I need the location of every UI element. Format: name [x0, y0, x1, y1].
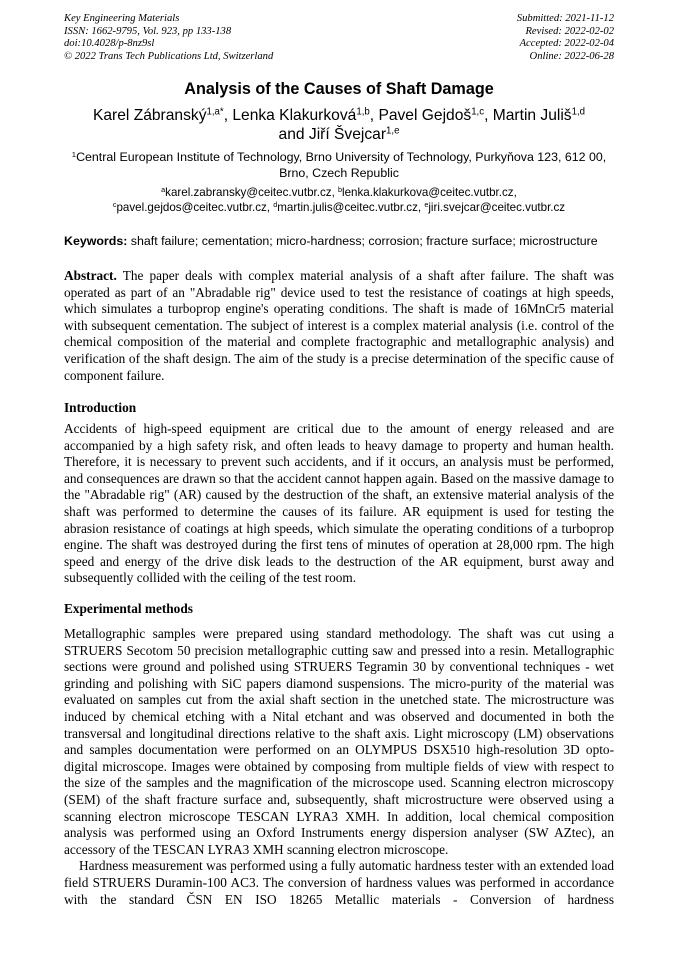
- author: and Jiří Švejcar$^{1,e}$: [278, 125, 400, 143]
- section-heading-experimental-methods: Experimental methods: [64, 601, 193, 616]
- author: Martin Juliš$^{1,d}$: [492, 106, 586, 124]
- introduction-text: Accidents of high-speed equipment are critical due to the amount of energy released and are accompanied by a high safety risk, and often leads to heavy damage to property and human health. Therefore, it is necessary to prevent such accidents, and if it occurs, an analysis must be performed, and consequences are drawn so that the accident cannot happen again. Based on the massive damage to the "Abradable rig" (AR) caused by the destruction of the shaft, an extensive material analysis of the shaft was performed to determine the causes of its failure. AR equipment is used for testing the abrasion resistance of coatings at high speeds, which simulate the operating conditions of a turboprop engine. The shaft was destroyed during the first tens of minutes of operation at 28,000 rpm. The high speed and energy of the drive disk leads to the destruction of the AR equipment, burst away and subsequently collided with the ceiling of the test room.: [64, 421, 614, 586]
- submitted-date: Submitted: 2021-11-12: [516, 13, 614, 24]
- doi[interactable]: doi:10.4028/p-8nz9sl: [64, 38, 155, 50]
- online-date: Online: 2022-06-28: [529, 50, 614, 62]
- abstract: Abstract. The paper deals with complex material analysis of a shaft after failure. The shaft was operated as part of an "Abradable rig" device used to test the resistance of coatings at high speeds, which simulates a turboprop engine's operating conditions. The shaft is made of 16MnCr5 material with subsequent cementation. The subject of interest is a complex material analysis (i.e. control of the chemical composition of the material and complete fractographic and metallographic analysis) and verification of the shaft design. The aim of the study is a precise determination of the specific cause of component failure.: [64, 268, 614, 383]
- keywords: Keywords: shaft failure; cementation; micro-hardness; corrosion; fracture surface; microstructure: [64, 234, 598, 248]
- author-list: [40, 107, 638, 144]
- author: Karel Zábranský$^{1,a*}$,: [92, 106, 233, 124]
- experimental-methods-text: [64, 626, 614, 908]
- email[interactable]: $^e$jiri.svejcar@ceitec.vutbr.cz: [424, 200, 566, 214]
- email[interactable]: $^b$lenka.klakurkova@ceitec.vutbr.cz,: [338, 185, 517, 199]
- copyright: © 2022 Trans Tech Publications Ltd, Switzerland: [64, 50, 274, 62]
- author: Pavel Gejdoš$^{1,c}$,: [378, 106, 493, 124]
- email-list: [40, 185, 638, 215]
- dates-info: [517, 13, 614, 63]
- journal-name: Key Engineering Materials: [64, 13, 180, 24]
- email[interactable]: $^a$karel.zabransky@ceitec.vutbr.cz,: [161, 185, 339, 199]
- paragraph: Hardness measurement was performed using a fully automatic hardness tester with an extended load field STRUERS Duramin-100 AC3. The conversion of hardness values was performed in accordance with the standard ČSN EN ISO 18265 Metallic materials - Conversion of hardness: [64, 858, 614, 907]
- accepted-date: Accepted: 2022-02-04: [519, 38, 614, 50]
- affiliation: $^1$Central European Institute of Technology, Brno University of Technology, Purkyňova 123, 612 00, Brno, Czech Republic: [71, 149, 607, 180]
- journal-info: [64, 13, 273, 63]
- email[interactable]: $^d$martin.julis@ceitec.vutbr.cz,: [273, 200, 425, 214]
- paragraph: Metallographic samples were prepared using standard methodology. The shaft was cut using a STRUERS Secotom 50 precision metallographic cutting saw and pressed into a resin. Metallographic sections were ground and polished using STRUERS Tegramin 30 by conventional techniques - wet grinding and polishing with SiC papers diamond suspensions. The micro-purity of the material was evaluated on samples cut from the axial shaft section in the unetched state. The microstructure was induced by chemical etching with a Nital etchant and was observed and documented in both the transversal and longitudinal directions relative to the shaft axis. Light microscopy (LM) observations and samples documentation were performed on an OLYMPUS DSX510 high-resolution 3D opto-digital microscope. Images were obtained by composing from multiple fields of view with respect to the size of the samples and the magnification of the microscope used. Scanning electron microscopy (SEM) of the shaft fracture surface and, subsequently, shaft microstructure were observed using a scanning electron microscope TESCAN LYRA3 XMH. In addition, local chemical composition analysis was performed using an Oxford Instruments energy dispersion analyser (SW AZtec), an accessory of the TESCAN LYRA3 XMH scanning electron microscope.: [64, 626, 614, 857]
- email[interactable]: $^c$pavel.gejdos@ceitec.vutbr.cz,: [112, 200, 274, 214]
- issn: ISSN: 1662-9795, Vol. 923, pp 133-138: [64, 25, 232, 37]
- section-heading-introduction: Introduction: [64, 400, 137, 415]
- paper-title: Analysis of the Causes of Shaft Damage: [184, 80, 494, 98]
- author: Lenka Klakurková$^{1,b}$,: [232, 106, 379, 124]
- revised-date: Revised: 2022-02-02: [525, 25, 614, 37]
